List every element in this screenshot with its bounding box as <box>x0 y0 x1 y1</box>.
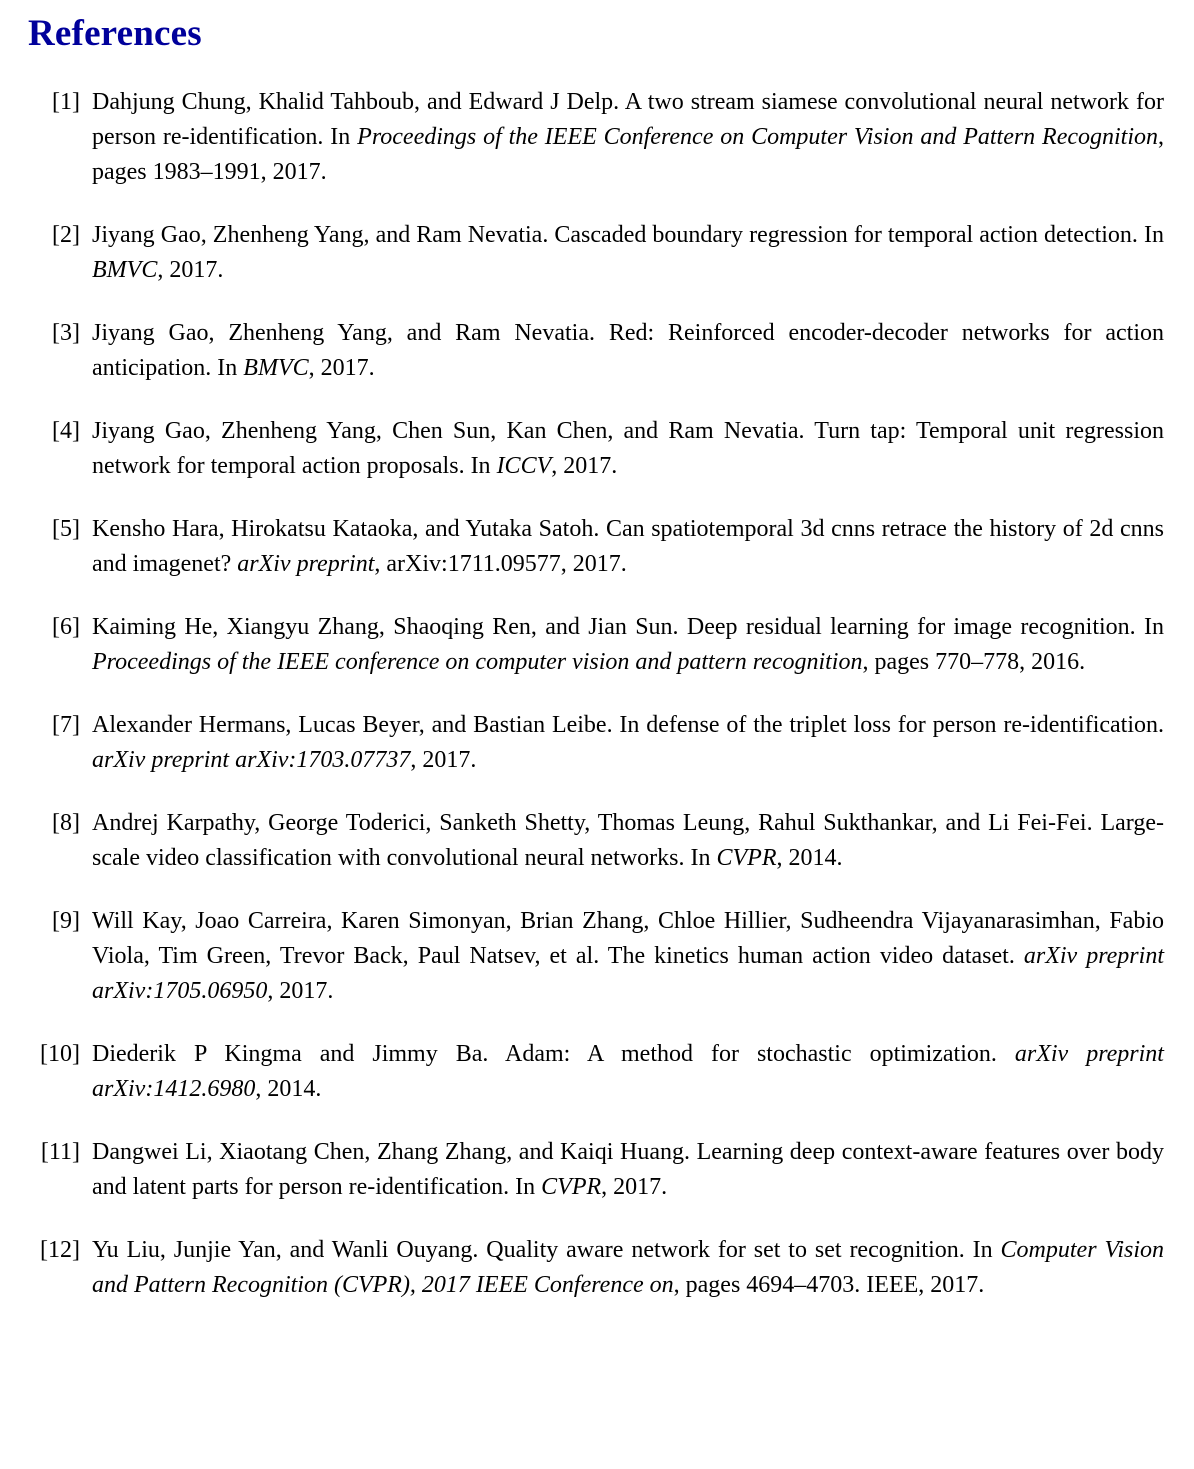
reference-text <box>92 414 1164 484</box>
reference-venue-italic: arXiv preprint <box>237 551 375 577</box>
reference-segment: Alexander Hermans, Lucas Beyer, and Bastian Leibe. In defense of the triplet loss for person re-identification. <box>92 712 1164 738</box>
reference-segment: Yu Liu, Junjie Yan, and Wanli Ouyang. Quality aware network for set to set recognition. In <box>92 1237 1001 1263</box>
section-title-references: References <box>28 13 202 54</box>
reference-venue-italic: CVPR <box>541 1174 602 1200</box>
reference-item <box>20 708 1164 778</box>
reference-venue-italic: Proceedings of the IEEE conference on computer vision and pattern recognition <box>92 649 863 675</box>
reference-venue-italic: CVPR <box>716 845 777 871</box>
reference-label: [7] <box>52 712 80 738</box>
reference-segment: Kensho Hara, Hirokatsu Kataoka, and Yutaka Satoh. Can spatiotemporal 3d cnns retrace the history of 2d cnns and imagenet? <box>92 516 1164 577</box>
reference-item <box>20 1135 1164 1205</box>
reference-item <box>20 316 1164 386</box>
reference-segment: Jiyang Gao, Zhenheng Yang, and Ram Nevatia. Red: Reinforced encoder-decoder networks for action anticipation. In <box>92 320 1164 381</box>
reference-segment: , 2017. <box>410 747 477 773</box>
reference-label: [4] <box>52 418 80 444</box>
reference-segment: Kaiming He, Xiangyu Zhang, Shaoqing Ren, and Jian Sun. Deep residual learning for image recognition. In <box>92 614 1164 640</box>
reference-text <box>92 610 1164 680</box>
reference-label: [8] <box>52 810 80 836</box>
reference-text <box>92 1037 1164 1107</box>
reference-label: [11] <box>40 1139 80 1165</box>
reference-venue-italic: arXiv preprint arXiv:1705.06950 <box>92 943 1164 1004</box>
reference-text <box>92 806 1164 876</box>
reference-segment: Jiyang Gao, Zhenheng Yang, Chen Sun, Kan Chen, and Ram Nevatia. Turn tap: Temporal unit regression network for temporal action proposals. In <box>92 418 1164 479</box>
reference-segment: , 2017. <box>601 1174 668 1200</box>
reference-segment: , 2017. <box>551 453 618 479</box>
reference-item <box>20 414 1164 484</box>
reference-text <box>92 85 1164 190</box>
reference-text <box>92 316 1164 386</box>
reference-segment: , 2017. <box>308 355 375 381</box>
reference-segment: , pages 770–778, 2016. <box>862 649 1086 675</box>
reference-label: [9] <box>52 908 80 934</box>
reference-label: [2] <box>52 222 80 248</box>
reference-label: [5] <box>52 516 80 542</box>
reference-venue-italic: arXiv preprint arXiv:1703.07737 <box>92 747 411 773</box>
reference-segment: , arXiv:1711.09577, 2017. <box>374 551 627 577</box>
reference-venue-italic: arXiv preprint arXiv:1412.6980 <box>92 1041 1164 1102</box>
reference-item <box>20 218 1164 288</box>
reference-label: [3] <box>52 320 80 346</box>
reference-label: [1] <box>52 89 80 115</box>
reference-venue-italic: Proceedings of the IEEE Conference on Computer Vision and Pattern Recognition <box>357 124 1159 150</box>
reference-text <box>92 904 1164 1009</box>
reference-item <box>20 1037 1164 1107</box>
reference-segment: , pages 4694–4703. IEEE, 2017. <box>673 1272 985 1298</box>
reference-segment: , 2017. <box>157 257 224 283</box>
reference-text <box>92 1135 1164 1205</box>
reference-venue-italic: Computer Vision and Pattern Recognition (CVPR), 2017 IEEE Conference on <box>92 1237 1165 1298</box>
references-list <box>20 85 1164 1303</box>
reference-item <box>20 806 1164 876</box>
reference-segment: Andrej Karpathy, George Toderici, Sanketh Shetty, Thomas Leung, Rahul Sukthankar, and Li Fei-Fei. Large-scale video classification with convolutional neural networks. In <box>92 810 1164 871</box>
reference-segment: , 2014. <box>255 1076 322 1102</box>
reference-item <box>20 512 1164 582</box>
reference-venue-italic: ICCV <box>496 453 552 479</box>
reference-label: [6] <box>52 614 80 640</box>
reference-segment: Jiyang Gao, Zhenheng Yang, and Ram Nevatia. Cascaded boundary regression for temporal action detection. In <box>92 222 1164 248</box>
reference-venue-italic: BMVC <box>243 355 309 381</box>
reference-item <box>20 85 1164 190</box>
reference-segment: Diederik P Kingma and Jimmy Ba. Adam: A method for stochastic optimization. <box>92 1041 1015 1067</box>
reference-label: [10] <box>40 1041 80 1067</box>
reference-label: [12] <box>40 1237 80 1263</box>
reference-text <box>92 1233 1164 1303</box>
reference-segment: , 2014. <box>776 845 843 871</box>
reference-text <box>92 512 1164 582</box>
reference-segment: , 2017. <box>267 978 334 1004</box>
reference-item <box>20 904 1164 1009</box>
reference-segment: Dahjung Chung, Khalid Tahboub, and Edward J Delp. A two stream siamese convolutional neural network for person re-identification. In <box>92 89 1164 150</box>
reference-segment: Dangwei Li, Xiaotang Chen, Zhang Zhang, and Kaiqi Huang. Learning deep context-aware features over body and latent parts for person re-identification. In <box>92 1139 1164 1200</box>
reference-text <box>92 708 1164 778</box>
reference-venue-italic: BMVC <box>92 257 158 283</box>
reference-segment: Will Kay, Joao Carreira, Karen Simonyan, Brian Zhang, Chloe Hillier, Sudheendra Vijayanarasimhan, Fabio Viola, Tim Green, Trevor Back, Paul Natsev, et al. The kinetics human action video dataset. <box>92 908 1164 969</box>
reference-item <box>20 610 1164 680</box>
reference-text <box>92 218 1164 288</box>
reference-item <box>20 1233 1164 1303</box>
reference-segment: , pages 1983–1991, 2017. <box>92 124 1165 185</box>
